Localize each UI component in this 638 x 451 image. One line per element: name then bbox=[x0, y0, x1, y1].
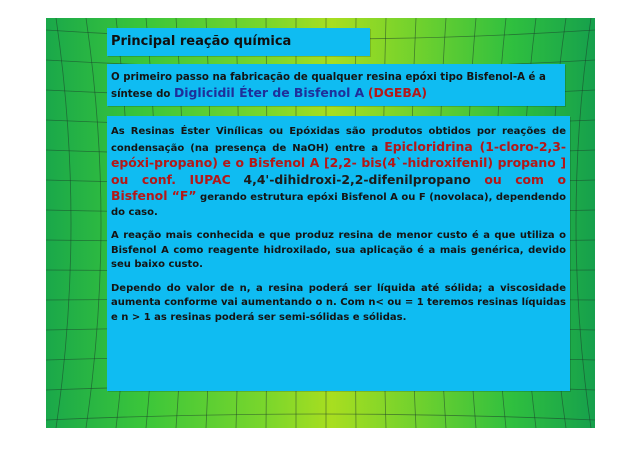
dgeba-acronym: (DGEBA) bbox=[367, 85, 428, 100]
title-box bbox=[107, 28, 370, 56]
para1-tail: gerando estrutura epóxi Bisfenol A ou F (novolaca), dependendo do caso. bbox=[111, 192, 566, 218]
para1-lead: As Resinas Éster Vinílicas ou Epóxidas são produtos obtidos por reações de condensação (na presença de NaOH) entre a bbox=[111, 126, 566, 154]
para1-epicloridrina: Epicloridrina (1-cloro-2,3-epóxi-propano) e o Bisfenol A [2,2- bis(4`-hidroxifenil) propano ] ou conf. IUPAC bbox=[111, 138, 567, 187]
para1-bisfenol-f: ou com o Bisfenol “F” bbox=[111, 171, 567, 203]
intro-paragraph bbox=[107, 64, 565, 102]
intro-box bbox=[107, 64, 565, 106]
intro-text: O primeiro passo na fabricação de qualquer resina epóxi tipo Bisfenol-A é a síntese do bbox=[111, 72, 546, 100]
paragraph-resins bbox=[107, 116, 570, 220]
slide bbox=[46, 18, 595, 428]
main-content-box bbox=[107, 116, 570, 391]
paragraph-bisfenol-a: A reação mais conhecida e que produz resina de menor custo é a que utiliza o Bisfenol A como reagente hidroxilado, sua aplicação é a mais genérica, devido seu baixo custo. bbox=[111, 230, 566, 270]
slide-title: Principal reação química bbox=[111, 34, 292, 49]
paragraph-viscosity: Dependo do valor de n, a resina poderá ser líquida até sólida; a viscosidade aumenta conforme vai aumentando o n. Com n< ou = 1 teremos resinas líquidas e n > 1 as resinas poderá ser semi-sólidas e sólidas. bbox=[111, 282, 566, 323]
para1-iupac-name: 4,4'-dihidroxi-2,2-difenilpropano bbox=[243, 171, 471, 187]
dgeba-name: Diglicidil Éter de Bisfenol A bbox=[173, 85, 365, 100]
